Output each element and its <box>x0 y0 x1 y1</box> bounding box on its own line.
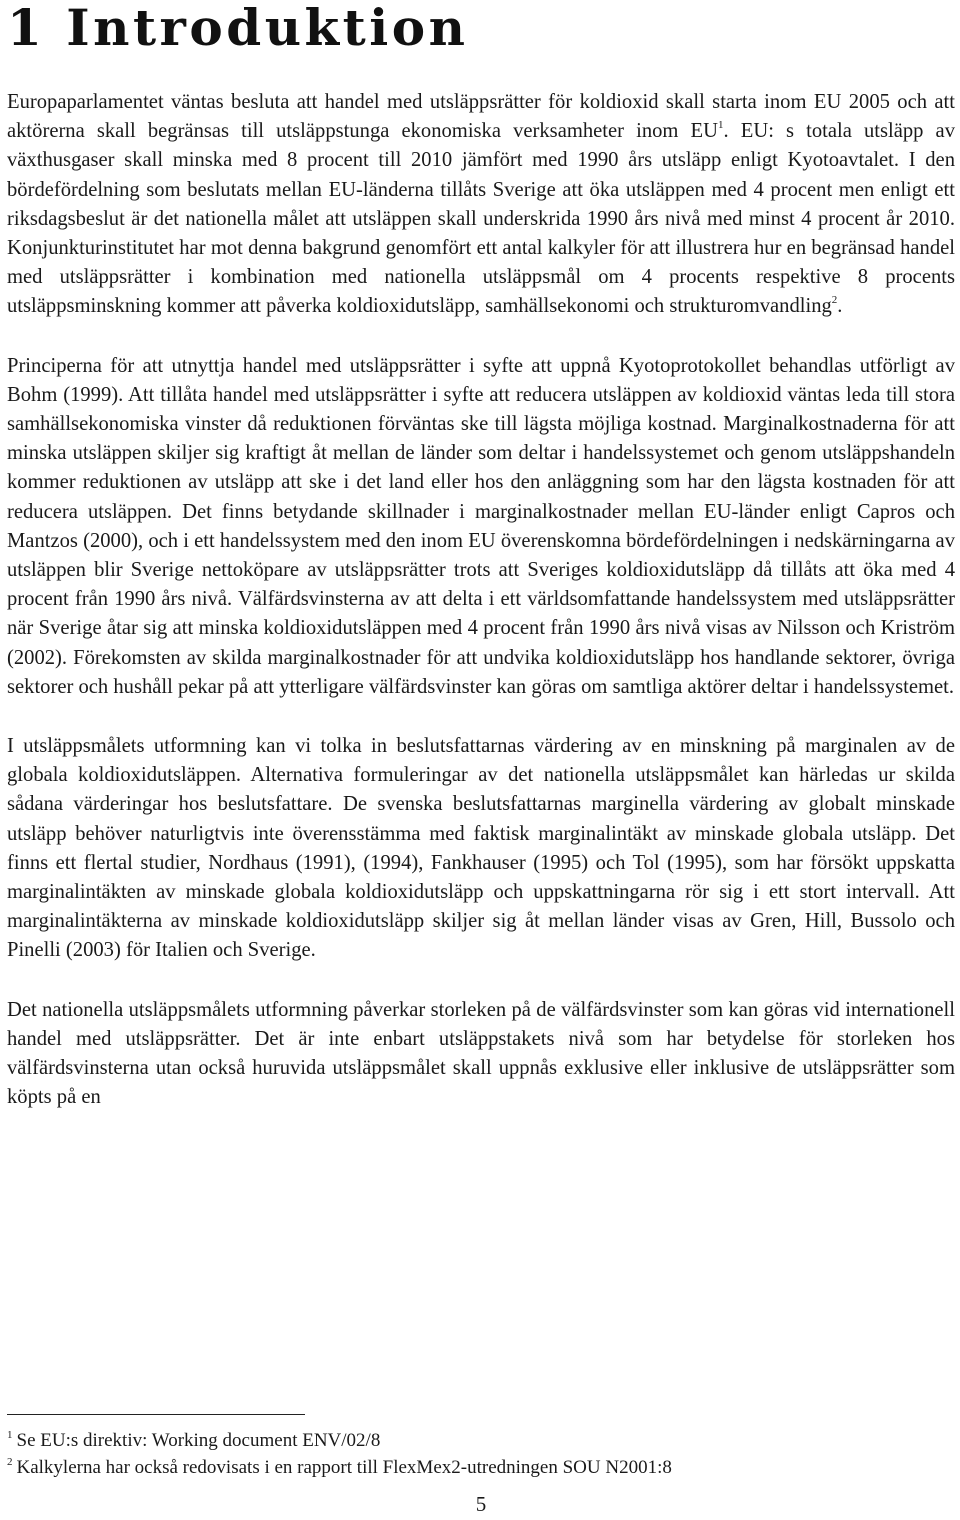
paragraph-3: I utsläppsmålets utformning kan vi tolka in beslutsfattarnas värdering av en minskning på marginalen av de globala koldioxidutsläppen. Alternativa formuleringar av det nationella utsläppsmålet kan härledas ur skilda sådana värderingar hos beslutsfattare. De svenska beslutsfattarnas marginella värdering av globalt minskade utsläpp behöver naturligtvis inte överensstämma med faktisk marginalintäkt av minskade globala utsläpp. Det finns ett flertal studier, Nordhaus (1991), (1994), Fankhauser (1995) och Tol (1995), som har försökt uppskatta marginalintäkten av minskade globala koldioxidutsläpp och uppskattningarna rör sig i ett stort intervall. Att marginalintäkterna av minskade koldioxidutsläpp skiljer sig åt mellan länder visas av Gren, Hill, Bussolo och Pinelli (2003) för Italien och Sverige. <box>7 735 955 962</box>
footnote-ref-1: 1 <box>718 119 724 132</box>
footnote-1-number: 1 <box>7 1429 13 1441</box>
footnote-1 <box>7 1427 947 1454</box>
paragraph-4: Det nationella utsläppsmålets utformning påverkar storleken på de välfärdsvinster som kan göras vid internationell handel med utsläppsrätter. Det är inte enbart utsläppstakets nivå som har betydelse för storleken hos välfärdsvinsterna utan också huruvida utsläppsmålet skall uppnås exklusive eller inklusive de utsläppsrätter som köpts på en <box>7 998 955 1109</box>
document-page <box>7 0 955 1520</box>
footnote-2-number: 2 <box>7 1456 13 1468</box>
paragraph-1-text-c: . <box>837 295 843 318</box>
chapter-heading: 1 Introduktion <box>7 0 469 57</box>
page-number: 5 <box>475 1492 487 1516</box>
footnote-1-text: Se EU:s direktiv: Working document ENV/02/8 <box>16 1430 381 1451</box>
paragraph-2: Principerna för att utnyttja handel med utsläppsrätter i syfte att uppnå Kyotoprotokollet behandlas utförligt av Bohm (1999). Att tillåta handel med utsläppsrätter i syfte att reducera utsläppen av koldioxid väntas leda till stora samhällsekonomiska vinster då reduktionen förväntas ske till lägsta möjliga kostnad. Marginalkostnaderna för att minska utsläppen skiljer sig kraftigt åt mellan de länder som deltar i handelssystemet och genom utsläppshandeln kommer reduktionen av utsläpp att ske i det land eller hos den anläggning som har den lägsta kostnaden för att reducera utsläppen. Det finns betydande skillnader i marginalkostnader mellan EU-länder enligt Capros och Mantzos (2000), och i ett handelssystem med den inom EU överenskomna bördefördelningen i nedskärningarna av utsläppen blir Sverige nettoköpare av utsläppsrätter trots att Sveriges koldioxidutsläpp då tillåts att öka med 4 procent från 1990 års nivå. Välfärdsvinsterna av att delta i ett världsomfattande handelssystem med utsläppsrätter när Sverige åtar sig att minska koldioxidutsläppen med 4 procent från 1990 års nivå visas av Nilsson och Kriström (2002). Förekomsten av skilda marginalkostnader för att undvika koldioxidutsläpp hos handlande sektorer, övriga sektorer och hushåll pekar på att ytterligare välfärdsvinster kan göras om samtliga aktörer deltar i handelssystemet. <box>7 354 955 698</box>
footnotes <box>7 1427 947 1481</box>
footnote-2-text: Kalkylerna har också redovisats i en rapport till FlexMex2-utredningen SOU N2001:8 <box>16 1457 672 1478</box>
paragraph-1-text-a: Europaparlamentet väntas besluta att handel med utsläppsrätter för koldioxid skall starta inom EU 2005 och att aktörerna skall begränsas till utsläppstunga ekonomiska verksamheter inom EU <box>7 91 955 143</box>
paragraph-1 <box>7 88 955 322</box>
footnote-2 <box>7 1454 947 1481</box>
paragraph-1-text-b: . EU: s totala utsläpp av växthusgaser skall minska med 8 procent till 2010 jämfört med 1990 års utsläpp enligt Kyotoavtalet. I den bördefördelning som beslutats mellan EU-länderna tillåts Sverige att öka utsläppen med 4 procent men enligt ett riksdagsbeslut är det nationella målet att utsläppen skall underskrida 1990 års nivå med minst 4 procent år 2010. Konjunkturinstitutet har mot denna bakgrund genomfört ett antal kalkyler för att illustrera hur en begränsad handel med utsläppsrätter i kombination med nationella utsläppsmål om 4 procents respektive 8 procents utsläppsminskning kommer att påverka koldioxidutsläpp, samhällsekonomi och strukturomvandling <box>7 120 955 318</box>
footnote-separator <box>7 1414 305 1415</box>
footnote-ref-2: 2 <box>831 294 838 307</box>
